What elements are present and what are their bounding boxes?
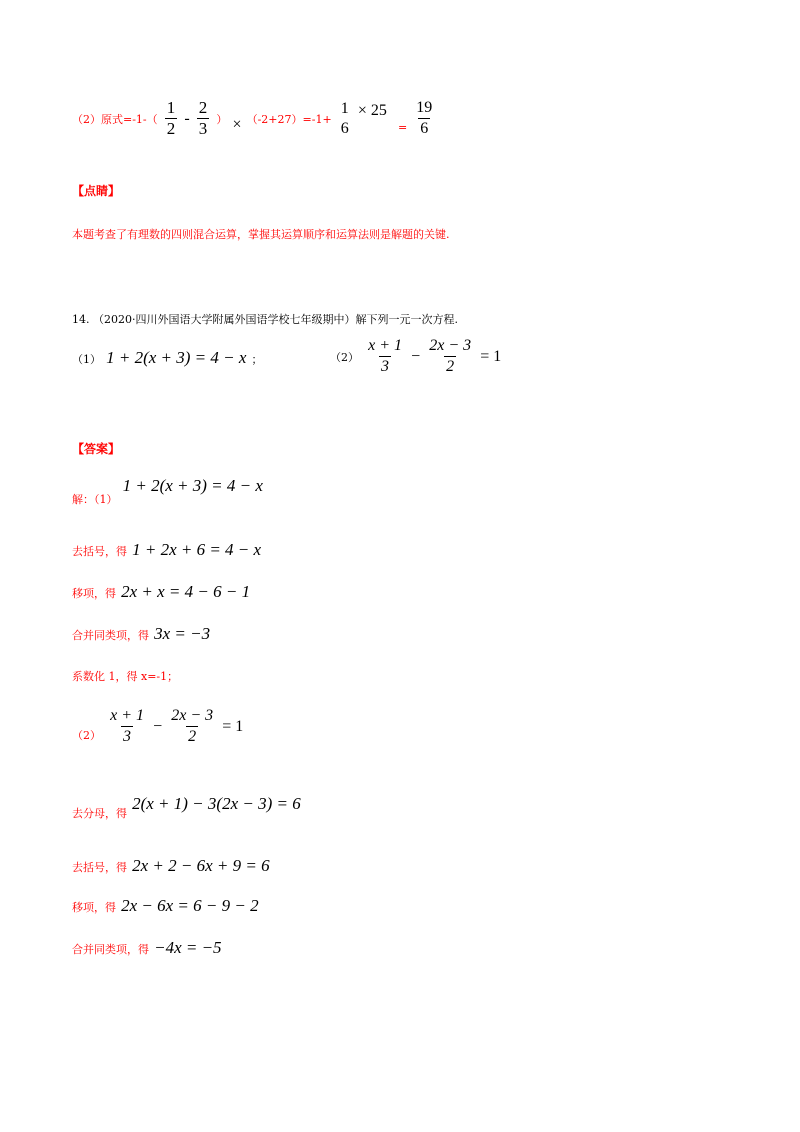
q14-minus: − <box>411 348 421 365</box>
calc-equals: = <box>397 121 408 134</box>
calc-prefix: （2）原式=-1-（ <box>72 113 158 126</box>
answer-header: 【答案】 <box>72 442 121 456</box>
fraction-two-thirds: $\frac{2}{3}$ <box>198 98 208 138</box>
q14-part1-semicolon: ； <box>251 353 263 366</box>
calc-mid: （-2+27）=-1+ <box>246 113 332 126</box>
fraction-one-sixth: 1 6 <box>340 99 349 137</box>
step1-label: 解：（1） <box>72 493 118 506</box>
step9-label: 移项，得 <box>72 901 116 914</box>
step1-expr: 1 + 2(x + 3) = 4 − x <box>122 476 263 495</box>
answer-step-5: 系数化 1，得 x=-1； <box>72 670 179 683</box>
question-14-equations <box>72 348 263 368</box>
answer-step-1 <box>72 476 263 506</box>
step8-expr: 2x + 2 − 6x + 9 = 6 <box>132 856 270 875</box>
q14-part2-label: （2） <box>330 351 359 364</box>
q14-fraction-a: $\frac{x + 1}{3}$ <box>368 337 402 375</box>
step3-label: 移项，得 <box>72 587 116 600</box>
step2-label: 去括号，得 <box>72 545 127 558</box>
answer-step-6 <box>72 706 243 747</box>
answer-step-9 <box>72 896 259 916</box>
answer-step-10 <box>72 938 222 958</box>
question-14-part2 <box>330 336 501 377</box>
step6-minus: − <box>153 718 163 735</box>
step6-fraction-b: $\frac{2x - 3}{2}$ <box>171 707 214 745</box>
calc-minus: - <box>184 110 190 127</box>
answer-step-7 <box>72 794 301 820</box>
comment-header: 【点睛】 <box>72 184 121 198</box>
step7-expr: 2(x + 1) − 3(2x − 3) = 6 <box>132 794 301 813</box>
step10-expr: −4x = −5 <box>154 938 222 957</box>
step4-expr: 3x = −3 <box>154 624 211 643</box>
q14-fraction-b: $\frac{2x - 3}{2}$ <box>429 337 472 375</box>
step6-label: （2） <box>72 729 101 742</box>
fraction-one-half: $\frac{1}{2}$ <box>166 98 176 138</box>
step9-expr: 2x − 6x = 6 − 9 − 2 <box>121 896 259 915</box>
answer-step-8 <box>72 856 270 876</box>
calc-times-25: × 25 <box>357 102 387 119</box>
q14-part1-expr: 1 + 2(x + 3) = 4 − x <box>106 348 247 367</box>
step4-label: 合并同类项，得 <box>72 629 149 642</box>
answer-step-3 <box>72 582 250 602</box>
part2-calculation <box>72 98 436 139</box>
calc-times: × <box>232 116 242 133</box>
step6-fraction-a: $\frac{x + 1}{3}$ <box>110 707 144 745</box>
q14-rhs: = 1 <box>480 348 502 365</box>
step7-label: 去分母，得 <box>72 807 127 820</box>
calc-close-paren: ） <box>216 113 228 126</box>
step3-expr: 2x + x = 4 − 6 − 1 <box>121 582 251 601</box>
step6-rhs: = 1 <box>222 718 244 735</box>
answer-step-4 <box>72 624 210 644</box>
step2-expr: 1 + 2x + 6 = 4 − x <box>132 540 262 559</box>
step8-label: 去括号，得 <box>72 861 127 874</box>
step10-label: 合并同类项，得 <box>72 943 149 956</box>
answer-step-2 <box>72 540 261 560</box>
fraction-nineteen-sixths: $\frac{19}{6}$ <box>416 99 433 137</box>
q14-part1-label: （1） <box>72 353 101 366</box>
question-14-text: 14. （2020·四川外国语大学附属外国语学校七年级期中）解下列一元一次方程. <box>72 313 458 326</box>
comment-text: 本题考查了有理数的四则混合运算，掌握其运算顺序和运算法则是解题的关键. <box>72 228 450 241</box>
